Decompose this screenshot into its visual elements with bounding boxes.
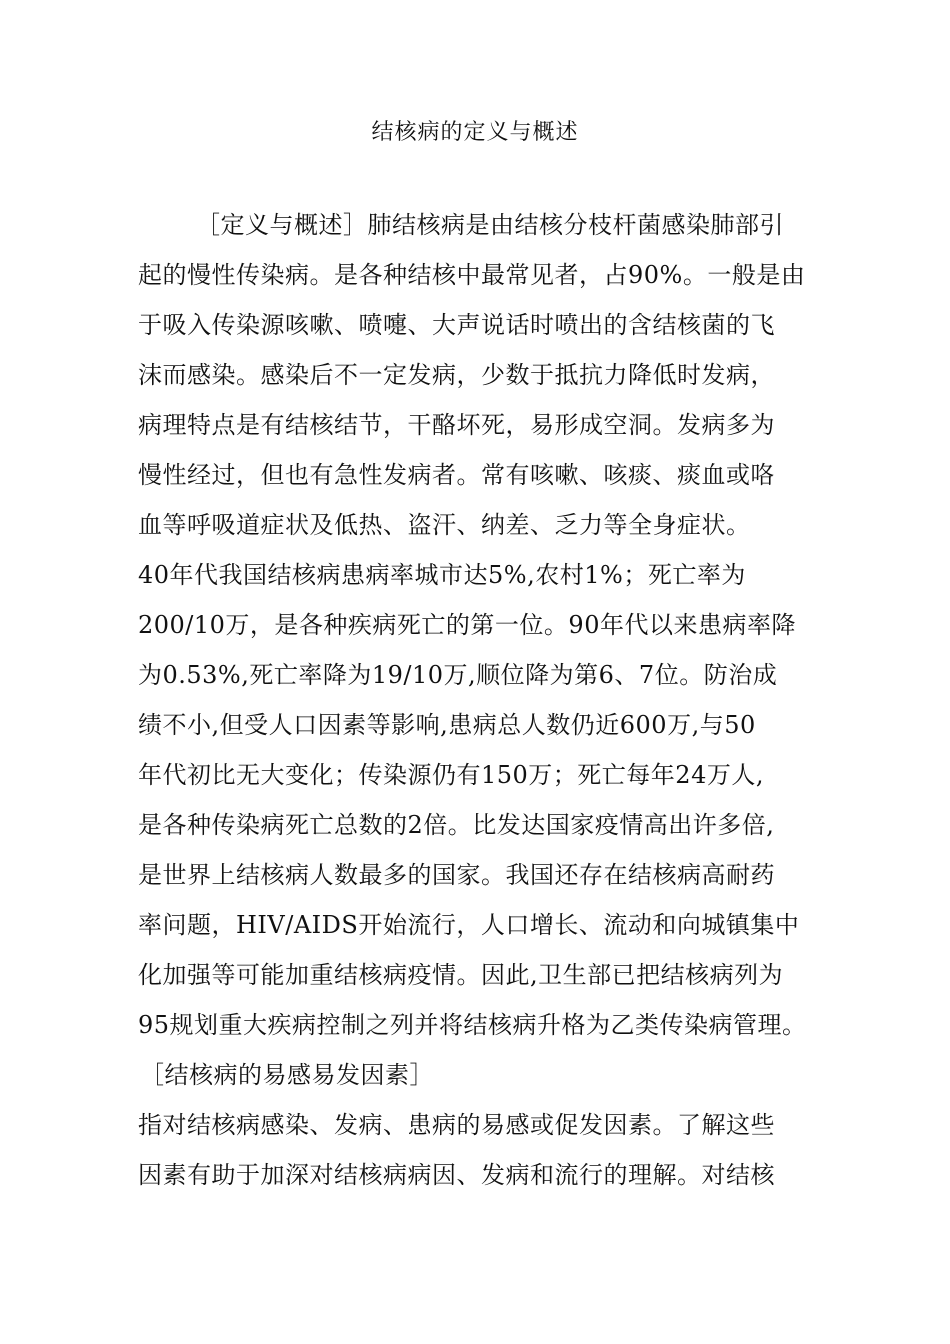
text-line: 200/10万，是各种疾病死亡的第一位。90年代以来患病率降 xyxy=(138,611,796,639)
text-line: 率问题，HIV/AIDS开始流行，人口增长、流动和向城镇集中 xyxy=(138,911,800,939)
text-line: 于吸入传染源咳嗽、喷嚏、大声说话时喷出的含结核菌的飞 xyxy=(138,311,775,339)
text-line: ［定义与概述］肺结核病是由结核分枝杆菌感染肺部引 xyxy=(196,211,784,239)
text-line: 化加强等可能加重结核病疫情。因此,卫生部已把结核病列为 xyxy=(138,961,784,989)
text-line: 绩不小,但受人口因素等影响,患病总人数仍近600万,与50 xyxy=(138,711,756,739)
text-line: 沫而感染。感染后不一定发病，少数于抵抗力降低时发病， xyxy=(138,361,775,389)
text-line: 慢性经过，但也有急性发病者。常有咳嗽、咳痰、痰血或咯 xyxy=(138,461,775,489)
text-line: 为0.53%,死亡率降为19/10万,顺位降为第6、7位。防治成 xyxy=(138,661,778,689)
document-title: 结核病的定义与概述 xyxy=(371,120,579,145)
text-line: 起的慢性传染病。是各种结核中最常见者，占90%。一般是由 xyxy=(138,261,806,289)
text-line: 病理特点是有结核结节，干酪坏死，易形成空洞。发病多为 xyxy=(138,411,775,439)
text-line: 是各种传染病死亡总数的2倍。比发达国家疫情高出许多倍, xyxy=(138,811,775,839)
text-line: 血等呼吸道症状及低热、盗汗、纳差、乏力等全身症状。 xyxy=(138,511,751,539)
text-line: 因素有助于加深对结核病病因、发病和流行的理解。对结核 xyxy=(138,1161,775,1189)
text-line: 40年代我国结核病患病率城市达5%,农村1%；死亡率为 xyxy=(138,561,746,589)
text-line: 年代初比无大变化；传染源仍有150万；死亡每年24万人, xyxy=(138,761,764,789)
text-line: 95规划重大疾病控制之列并将结核病升格为乙类传染病管理。 xyxy=(138,1011,807,1039)
text-line: 是世界上结核病人数最多的国家。我国还存在结核病高耐药 xyxy=(138,861,775,889)
section-heading: ［结核病的易感易发因素］ xyxy=(140,1061,434,1089)
text-line: 指对结核病感染、发病、患病的易感或促发因素。了解这些 xyxy=(138,1111,775,1139)
